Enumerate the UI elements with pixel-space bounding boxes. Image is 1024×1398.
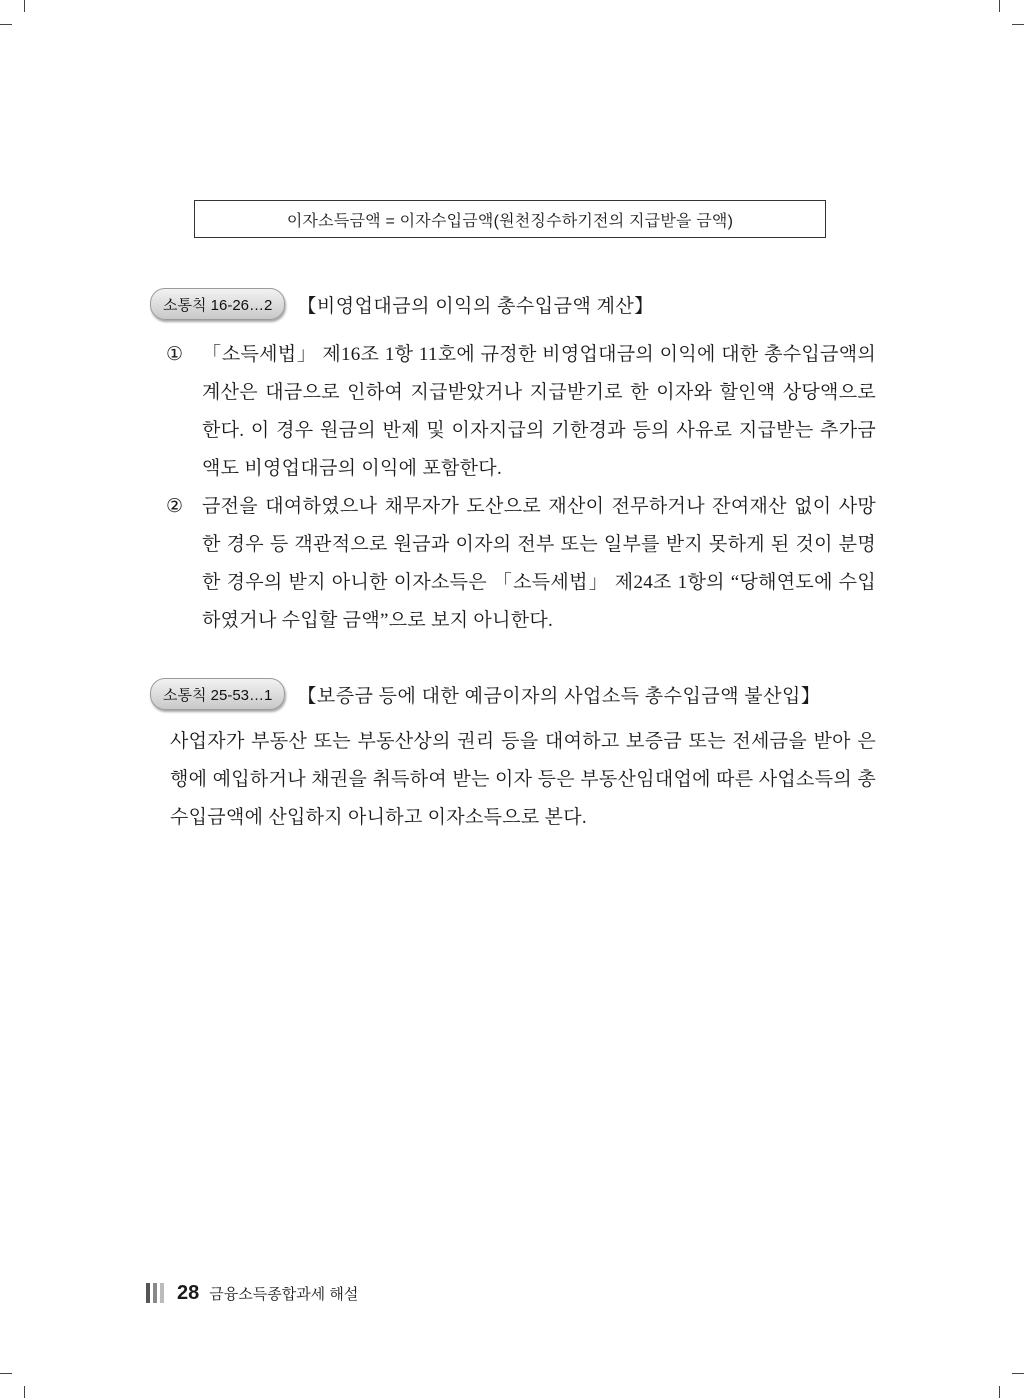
crop-mark xyxy=(24,0,25,12)
section-heading xyxy=(150,287,876,321)
crop-mark xyxy=(999,0,1000,12)
section-title: 【비영업대금의 이익의 총수입금액 계산】 xyxy=(297,295,654,317)
list-item xyxy=(150,488,876,640)
item-text: 「소득세법」 제16조 1항 11호에 규정한 비영업대금의 이익에 대한 총수입금액의 계산은 대금으로 인하여 지급받았거나 지급받기로 한 이자와 할인액 상당액으로 한다. 이 경우 원금의 반제 및 이자지급의 기한경과 등의 사유로 지급받는 추가금액도 비영업대금의 이익에 포함한다. xyxy=(202,344,876,479)
rule-tag-badge: 소통칙 25-53…1 xyxy=(150,678,285,710)
item-marker: ② xyxy=(166,496,184,517)
crop-mark xyxy=(1012,24,1024,25)
crop-mark xyxy=(1012,1373,1024,1374)
section-heading xyxy=(150,677,876,711)
formula-text: 이자소득금액 = 이자수입금액(원천징수하기전의 지급받을 금액) xyxy=(286,212,734,230)
crop-mark xyxy=(999,1386,1000,1398)
page-footer xyxy=(146,1281,358,1305)
page-number: 28 xyxy=(177,1281,200,1304)
running-title: 금융소득종합과세 해설 xyxy=(209,1285,359,1303)
footer-bars-icon xyxy=(146,1283,167,1303)
paragraph xyxy=(150,723,876,837)
paragraph-text: 사업자가 부동산 또는 부동산상의 권리 등을 대여하고 보증금 또는 전세금을 받아 은행에 예입하거나 채권을 취득하여 받는 이자 등은 부동산임대업에 따른 사업소득의 총수입금액에 산입하지 아니하고 이자소득으로 본다. xyxy=(170,731,876,828)
section-rule-25-53 xyxy=(150,677,876,837)
rule-tag-badge: 소통칙 16-26…2 xyxy=(150,288,285,320)
list-item xyxy=(150,336,876,488)
crop-mark xyxy=(24,1386,25,1398)
crop-mark xyxy=(0,24,12,25)
section-title: 【보증금 등에 대한 예금이자의 사업소득 총수입금액 불산입】 xyxy=(297,685,821,707)
section-rule-16-26 xyxy=(150,287,876,640)
item-marker: ① xyxy=(166,344,184,365)
formula-box xyxy=(194,200,826,238)
item-text: 금전을 대여하였으나 채무자가 도산으로 재산이 전무하거나 잔여재산 없이 사망한 경우 등 객관적으로 원금과 이자의 전부 또는 일부를 받지 못하게 된 것이 분명한 경우의 받지 아니한 이자소득은 「소득세법」 제24조 1항의 “당해연도에 수입하였거나 수입할 금액”으로 보지 아니한다. xyxy=(202,496,876,631)
crop-mark xyxy=(0,1373,12,1374)
